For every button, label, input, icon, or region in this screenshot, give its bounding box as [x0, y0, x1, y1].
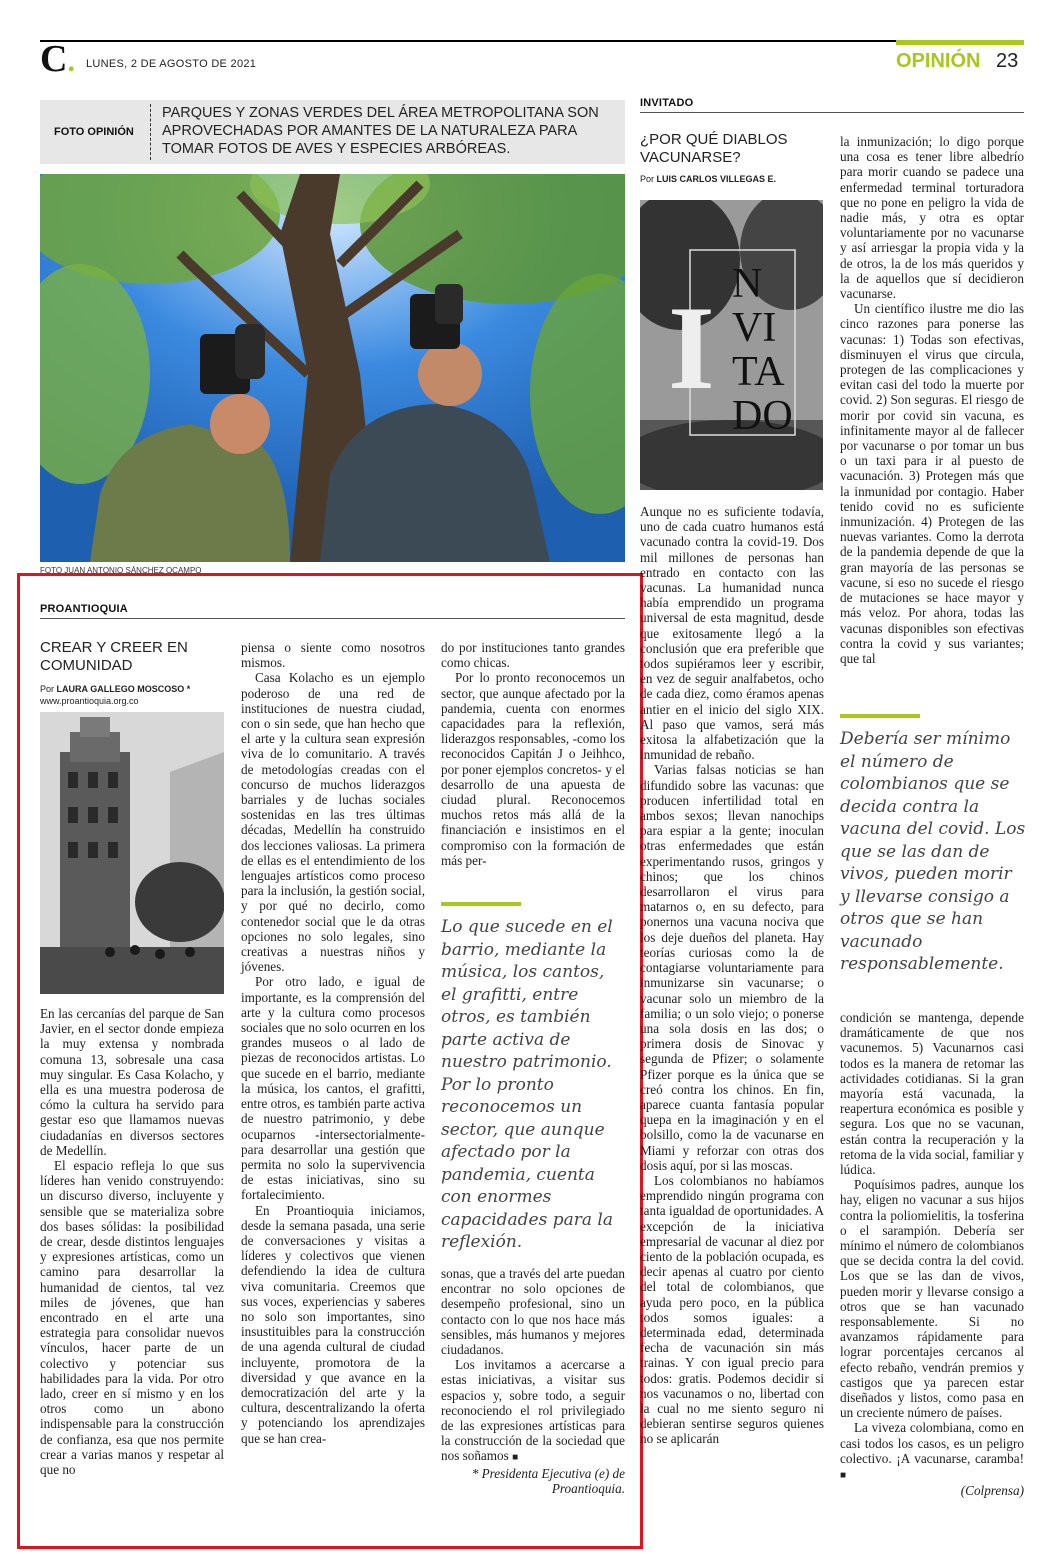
invitado-initial: I	[668, 281, 715, 414]
proantioquia-column-2	[241, 640, 425, 1446]
invitado-pullquote: Debería ser mínimo el número de colombianos que se decida contra la vacuna del covid. Los que se las dan de vivos, pueden morir y llevarse consigo a otros que se han vacunado responsablemente.	[840, 729, 1026, 974]
foto-opinion-label: FOTO OPINIÓN	[54, 126, 134, 138]
invitado-byline: Por LUIS CARLOS VILLEGAS E.	[640, 174, 777, 184]
paragraph: Poquísimos padres, aunque los hay, eligen no vacunar a sus hijos contra la poliomielitis, la tosferina o el sarampión. Debería ser mínimo el número de colombianos que se decida contra la del covid. Los que se las dan de vivos, pueden morir y llevarse consigo a otros que se han vacunado responsablemente. Si no avanzamos rápidamente para lograr porcentajes cercanos al efecto rebaño, vendrán premios y castigos que ya parecen estar diseñados y listos, como pasa en un creciente número de países.	[840, 1177, 1024, 1421]
birdwatchers-photo	[40, 174, 625, 562]
foto-opinion-separator	[150, 104, 151, 160]
paragraph: do por instituciones tanto grandes como chicas.	[441, 640, 625, 671]
paragraph: Varias falsas noticias se han difundido sobre las vacunas: que producen infertilidad total en ambos sexos; llevan nanochips para espiar a la gente; inoculan otras enfermedades que están experimentando rusos, gringos y chinos; que los chinos desarrollaron el virus para matarnos o, en su defecto, para ponernos una vacuna nociva que los deje dueños del planeta. Hay teorías curiosas como la de contagiarse voluntariamente para inmunizarse sin vacunarse; o vacunar solo un miembro de la familia; o un solo viejo; o ponerse una sola dosis en las dos; o primera dosis de Sinovac y segunda de Pfizer; o solamente Pfizer porque es la única que se creó contra los chinos. En fin, aparece cuanta fantasía popular quepa en la imaginación y en el bolsillo, como la de vacunarse en Miami y reforzar con otras dos dosis aquí, por si las moscas.	[640, 762, 824, 1173]
paragraph: En las cercanías del parque de San Javier, en el sector donde empieza la muy extensa y nombrada comuna 13, sobresale una casa muy singular. Es Casa Kolacho, y ella es una muestra poderosa de cómo la cultura ha servido para gestar eso que llamamos nuevas ciudadanías en diversos sectores de Medellín.	[40, 1006, 224, 1158]
paragraph: la inmunización; lo digo porque una cosa es tener libre albedrío para morir cuando se padece una enfermedad terminal torturadora que no pone en peligro la vida de nadie más, y otra es optar voluntariamente por no vacunarse y así arriesgar la propia vida y la de otros, la de los más queridos y la de aquellos que sí decidieron vacunarse.	[840, 134, 1024, 302]
proantioquia-column-3-top	[441, 640, 625, 868]
section-name: OPINIÓN	[896, 50, 981, 72]
invitado-headline: ¿POR QUÉ DIABLOS VACUNARSE?	[640, 131, 788, 166]
paragraph: Un científico ilustre me dio las cinco razones para ponerse las vacunas: 1) Todas son efectivas, disminuyen el virus que circula, protegen de las complicaciones y evitan casi del todo la muerte por covid. 2) Son seguras. El riesgo de morir por covid sin vacuna, es infinitamente mayor al de fallecer por vacunarse o por tomar un bus o un taxi para ir al puesto de vacunación. 3) Protegen más que la inmunidad por contagio. Haber tenido covid no es suficiente inmunización. 4) Protegen de las nuevas variantes. Como la derrota de la pandemia depende de que la gran mayoría de las personas se vacune, si eso no sucede el riesgo de mutaciones se hace mayor y más veloz. Por ahora, todas las vacunas disponibles son efectivas contra la covid y sus variantes; que tal	[840, 301, 1024, 666]
paragraph: condición se mantenga, depende dramáticamente de que nos vacunemos. 5) Vacunarnos casi todos es la manera de retomar las actividades cotidianas. Si la gran mayoría está vacunada, la reapertura económica es posible y segura. Los que no se vacunan, están contra la recuperación y la retoma de la vida social, familiar y lúdica.	[840, 1010, 1024, 1178]
invitado-column-1	[640, 504, 824, 1447]
paragraph: Los colombianos no habíamos emprendido ningún programa con tanta igualdad de oportunidades. A excepción de la iniciativa empresarial de vacunar al diez por ciento de la población ocupada, es decir apenas al cuatro por ciento del total de colombianos, que ayuda pero poco, en la pública todos somos iguales: a determinada edad, determinada fecha de vacunación sin más trainas. Y con igual precio para todos: gratis. Podemos decidir si nos vacunamos o no, libertad con la cual no me siento seguro ni debieran sentirse seguros quienes no se aplicarán	[640, 1172, 824, 1447]
proantioquia-kicker: PROANTIOQUIA	[40, 603, 128, 615]
proantioquia-column-3-bottom	[441, 1266, 625, 1496]
foto-opinion-caption: PARQUES Y ZONAS VERDES DEL ÁREA METROPOLITANA SON APROVECHADAS POR AMANTES DE LA NATURALEZA PARA TOMAR FOTOS DE AVES Y ESPECIES ARBÓREAS.	[162, 105, 599, 157]
invitado-kicker: INVITADO	[640, 97, 694, 109]
invitado-image	[640, 200, 823, 490]
paragraph: Casa Kolacho es un ejemplo poderoso de una red de instituciones de nuestra ciudad, con o sin sede, que han hecho que el arte y la cultura sean expresión viva de lo comunitario. A través de metodologías creadas con el concurso de muchos liderazgos barriales y de luchas sociales sostenidas en las tres últimas décadas, Medellín ha construido dos lecciones valiosas. La primera de ellas es el entendimiento de los lenguajes artísticos como proceso para la inclusión, la gestión social, y por qué no decirlo, como contenedor social que le da otras opciones no solo legales, sino creativas a nuestras niños y jóvenes.	[241, 670, 425, 975]
issue-date: LUNES, 2 DE AGOSTO DE 2021	[86, 58, 257, 70]
paragraph: Por otro lado, e igual de importante, es la comprensión del arte y la cultura como procesos sociales que no solo ocurren en los grandes museos o al lado de piezas de reconocidos artistas. Lo que sucede en el barrio, mediante la música, los cantos, el grafitti, entre otros, es también parte activa de nuestro patrimonio, y debe ocuparnos -intersectorialmente- para desarrollar una gestión que permita no solo la supervivencia de estas iniciativas, sino su fortalecimiento.	[241, 974, 425, 1203]
invitado-lettering: N VI TA DO	[732, 261, 793, 439]
paragraph: piensa o siente como nosotros mismos.	[241, 640, 425, 671]
section-accent-bar	[896, 40, 1024, 45]
pullquote-accent-bar	[840, 714, 920, 718]
paragraph: Aunque no es suficiente todavía, uno de cada cuatro humanos está vacunado contra la covid-19. Dos mil millones de personas han entrado en contacto con las vacunas. La humanidad nunca había emprendido un programa universal de esta magnitud, desde que exitosamente llegó a la conclusión que era preferible que todos supiéramos leer y escribir, en vez de seguir analfabetos, ocho de cada diez, como éramos apenas antier en el inicio del siglo XIX. Al paso que vamos, será más exitosa la alfabetización que la inmunidad de rebaño.	[640, 504, 824, 763]
paragraph: El espacio refleja lo que sus líderes han venido construyendo: un discurso diverso, incluyente y sensible que se materializa sobre dos bases sólidas: la posibilidad de crear, desde distintos lenguajes y expresiones artísticas, como un camino para desarrollar la humanidad de cientos, tal vez miles de jóvenes, que han encontrado en el arte una estrategia para consolidar nuevos vínculos, hacer parte de un colectivo y potenciar sus habilidades para la vida. Por otro lado, creer en sí mismo y en los otros como un abono indispensable para la construcción de confianza, esa que nos permite crear a varias manos y respetar al que no	[40, 1158, 224, 1478]
invitado-column-2-bottom	[840, 1010, 1024, 1499]
paragraph: Por lo pronto reconocemos un sector, que aunque afectado por la pandemia, cuenta con enormes capacidades para la reflexión, liderazgos responsables, -como los reconocidos Capitán J o Jeihhco, por poner ejemplos concretos- y el desarrollo de una apuesta de ciudad plural. Reconocemos muchos retos más allá de la financiación e insistimos en el compromiso con la formación de más per-	[441, 670, 625, 868]
end-mark: ■	[512, 1452, 519, 1464]
paragraph: sonas, que a través del arte puedan encontrar no solo opciones de desempeño profesional, sino un contacto con lo que nos hace más sensibles, más humanos y mejores ciudadanos.	[441, 1266, 625, 1358]
article-byline: Por LAURA GALLEGO MOSCOSO *	[40, 684, 191, 694]
pullquote-accent-bar	[441, 902, 521, 906]
photo-credit: FOTO JUAN ANTONIO SÁNCHEZ OCAMPO	[40, 566, 202, 575]
article-website: www.proantioquia.org.co	[40, 696, 139, 706]
paragraph: En Proantioquia iniciamos, desde la semana pasada, una serie de conversaciones y visitas a líderes y colectivos que vienen defendiendo la idea de cultura viva comunitaria. Creemos que sus voces, experiencias y saberes no solo son importantes, sino insustituibles para la construcción de una agenda cultural de ciudad incluyente, promotora de la diversidad y que avance en la democratización del arte y la cultura, descentralizando la oferta y potenciando los aprendizajes que se han crea-	[241, 1202, 425, 1446]
casa-kolacho-photo	[40, 712, 224, 994]
page-number: 23	[996, 50, 1019, 72]
invitado-column-2-top	[840, 134, 1024, 666]
newspaper-logo: C.	[40, 38, 75, 80]
paragraph: Los invitamos a acercarse a estas iniciativas, a visitar sus espacios y, sobre todo, a seguir reconociendo el rol privilegiado de las expresiones artísticas para la construcción de la sociedad que nos soñamos ■	[441, 1357, 625, 1464]
source-credit: (Colprensa)	[960, 1483, 1024, 1499]
proantioquia-pullquote: Lo que sucede en el barrio, mediante la música, los cantos, el grafitti, entre otros, es también parte activa de nuestro patrimonio. Por lo pronto reconocemos un sector, que aunque afectado por la pandemia, cuenta con enormes capacidades para la reflexión.	[441, 917, 613, 1252]
kicker-rule	[40, 618, 625, 619]
paragraph: La viveza colombiana, como en casi todos los casos, es un peligro colectivo. ¡A vacunarse, caramba! ■	[840, 1420, 1024, 1482]
author-signature: * Presidenta Ejecutiva (e) de Proantioquia.	[471, 1465, 625, 1496]
kicker-rule	[640, 112, 1024, 113]
masthead-rule	[40, 40, 1024, 42]
end-mark: ■	[840, 1470, 847, 1482]
proantioquia-column-1	[40, 1006, 224, 1477]
article-headline: CREAR Y CREER EN COMUNIDAD	[40, 639, 188, 674]
